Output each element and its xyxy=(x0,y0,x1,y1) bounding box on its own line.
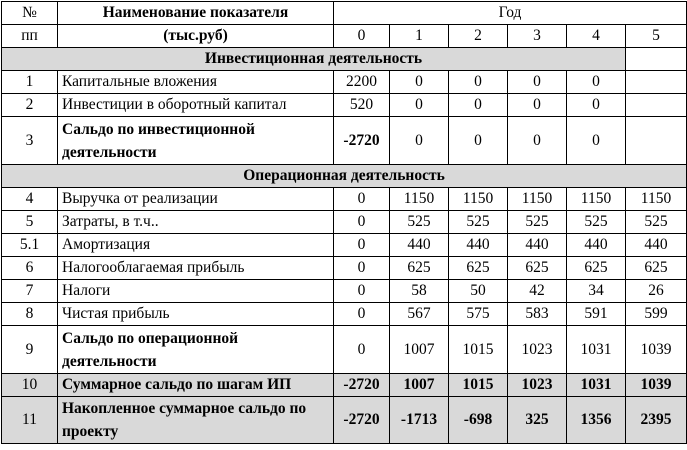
value-cell: 520 xyxy=(334,94,390,117)
value-cell: 525 xyxy=(449,211,508,234)
table-row xyxy=(2,234,687,257)
year-4: 4 xyxy=(567,25,626,48)
value-cell: 525 xyxy=(626,211,687,234)
value-cell: 325 xyxy=(508,397,567,444)
row-name: Амортизация xyxy=(58,234,334,257)
value-cell: 625 xyxy=(567,257,626,280)
row-number: 5 xyxy=(2,211,58,234)
value-cell: 0 xyxy=(567,94,626,117)
value-cell: 34 xyxy=(567,280,626,303)
header-row-2 xyxy=(2,25,687,48)
blank-cell xyxy=(626,48,687,71)
value-cell: 0 xyxy=(334,188,390,211)
value-cell: 440 xyxy=(626,234,687,257)
value-cell: 1031 xyxy=(567,326,626,374)
value-cell: 1039 xyxy=(626,374,687,397)
value-cell: -1713 xyxy=(390,397,449,444)
year-1: 1 xyxy=(390,25,449,48)
row-number: 6 xyxy=(2,257,58,280)
value-cell: 1150 xyxy=(449,188,508,211)
table-row xyxy=(2,257,687,280)
value-cell: 625 xyxy=(508,257,567,280)
value-cell: -2720 xyxy=(334,117,390,165)
row-name: Налогооблагаемая прибыль xyxy=(58,257,334,280)
row-number: 2 xyxy=(2,94,58,117)
row-number: 1 xyxy=(2,71,58,94)
table-row xyxy=(2,71,687,94)
value-cell: 1356 xyxy=(567,397,626,444)
value-cell: 440 xyxy=(390,234,449,257)
section-investment xyxy=(2,48,687,71)
row-number: 3 xyxy=(2,117,58,165)
value-cell: 1015 xyxy=(449,326,508,374)
value-cell: 1031 xyxy=(567,374,626,397)
row-number: 10 xyxy=(2,374,58,397)
value-cell: 1150 xyxy=(508,188,567,211)
row-name: Затраты, в т.ч.. xyxy=(58,211,334,234)
value-cell: 625 xyxy=(390,257,449,280)
value-cell: 0 xyxy=(334,234,390,257)
row-name: Чистая прибыль xyxy=(58,303,334,326)
value-cell: 42 xyxy=(508,280,567,303)
name-header: Наименование показателя xyxy=(58,2,334,25)
value-cell: 575 xyxy=(449,303,508,326)
value-cell: 1007 xyxy=(390,374,449,397)
table-row xyxy=(2,326,687,374)
value-cell: 0 xyxy=(334,280,390,303)
value-cell: -698 xyxy=(449,397,508,444)
value-cell: 1007 xyxy=(390,326,449,374)
header-row-1 xyxy=(2,2,687,25)
section-operational xyxy=(2,165,687,188)
value-cell: 0 xyxy=(567,71,626,94)
row-name: Сальдо по операционной деятельности xyxy=(58,326,334,374)
value-cell: 1023 xyxy=(508,326,567,374)
num-header: № xyxy=(2,2,58,25)
row-name: Сальдо по инвестиционной деятельности xyxy=(58,117,334,165)
value-cell: 1015 xyxy=(449,374,508,397)
value-cell: 1023 xyxy=(508,374,567,397)
table-row xyxy=(2,374,687,397)
value-cell: 0 xyxy=(334,257,390,280)
value-cell xyxy=(626,117,687,165)
row-name: Налоги xyxy=(58,280,334,303)
value-cell: 1150 xyxy=(390,188,449,211)
section-title-operational: Операционная деятельность xyxy=(2,165,687,188)
value-cell: 26 xyxy=(626,280,687,303)
value-cell: 599 xyxy=(626,303,687,326)
value-cell: 0 xyxy=(334,326,390,374)
value-cell: 0 xyxy=(449,71,508,94)
row-number: 7 xyxy=(2,280,58,303)
value-cell: 625 xyxy=(449,257,508,280)
table-row xyxy=(2,303,687,326)
value-cell: 0 xyxy=(390,117,449,165)
value-cell: 1039 xyxy=(626,326,687,374)
table-row xyxy=(2,397,687,444)
row-number: 5.1 xyxy=(2,234,58,257)
value-cell: 567 xyxy=(390,303,449,326)
value-cell: 2200 xyxy=(334,71,390,94)
value-cell: -2720 xyxy=(334,374,390,397)
row-number: 11 xyxy=(2,397,58,444)
year-0: 0 xyxy=(334,25,390,48)
num-header-2: пп xyxy=(2,25,58,48)
value-cell: 525 xyxy=(390,211,449,234)
year-2: 2 xyxy=(449,25,508,48)
table-row xyxy=(2,188,687,211)
row-number: 4 xyxy=(2,188,58,211)
value-cell: 625 xyxy=(626,257,687,280)
value-cell: 0 xyxy=(334,303,390,326)
value-cell: 583 xyxy=(508,303,567,326)
year-header: Год xyxy=(334,2,687,25)
table-row xyxy=(2,211,687,234)
table-row xyxy=(2,94,687,117)
value-cell: 58 xyxy=(390,280,449,303)
value-cell: 525 xyxy=(567,211,626,234)
value-cell: 440 xyxy=(449,234,508,257)
value-cell: 0 xyxy=(508,117,567,165)
value-cell: 0 xyxy=(390,94,449,117)
year-3: 3 xyxy=(508,25,567,48)
value-cell: 440 xyxy=(508,234,567,257)
row-name: Капитальные вложения xyxy=(58,71,334,94)
value-cell xyxy=(626,71,687,94)
value-cell: 1150 xyxy=(567,188,626,211)
value-cell: 0 xyxy=(449,117,508,165)
value-cell: 0 xyxy=(449,94,508,117)
value-cell: 591 xyxy=(567,303,626,326)
value-cell: 2395 xyxy=(626,397,687,444)
value-cell: 440 xyxy=(567,234,626,257)
value-cell: 0 xyxy=(567,117,626,165)
value-cell: 0 xyxy=(508,71,567,94)
year-5: 5 xyxy=(626,25,687,48)
row-name: Выручка от реализации xyxy=(58,188,334,211)
table-row xyxy=(2,117,687,165)
value-cell: 1150 xyxy=(626,188,687,211)
row-number: 8 xyxy=(2,303,58,326)
value-cell: 0 xyxy=(508,94,567,117)
row-name: Инвестиции в оборотный капитал xyxy=(58,94,334,117)
row-number: 9 xyxy=(2,326,58,374)
value-cell: 50 xyxy=(449,280,508,303)
value-cell: -2720 xyxy=(334,397,390,444)
table-row xyxy=(2,280,687,303)
value-cell: 0 xyxy=(390,71,449,94)
name-unit-header: (тыс.руб) xyxy=(58,25,334,48)
value-cell: 525 xyxy=(508,211,567,234)
row-name: Накопленное суммарное сальдо по проекту xyxy=(58,397,334,444)
cash-flow-table xyxy=(1,1,687,444)
section-title-investment: Инвестиционная деятельность xyxy=(2,48,626,71)
row-name: Суммарное сальдо по шагам ИП xyxy=(58,374,334,397)
value-cell: 0 xyxy=(334,211,390,234)
value-cell xyxy=(626,94,687,117)
